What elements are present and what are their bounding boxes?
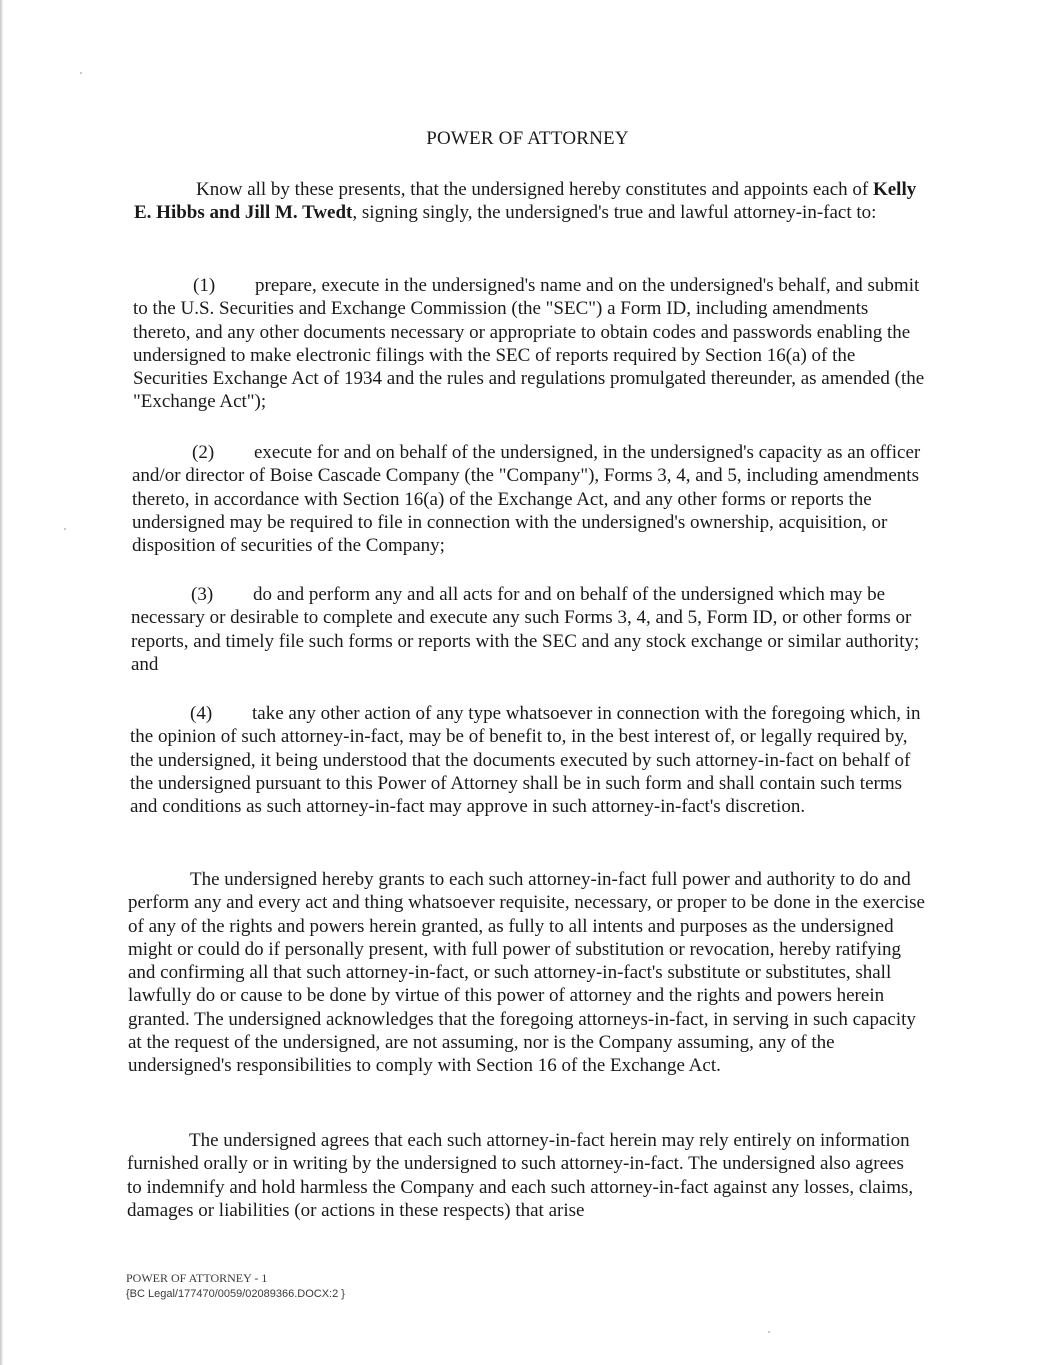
item-text: do and perform any and all acts for and on behalf of the undersigned which may be necessary or desirable to complete and execute any such Forms 3, 4, and 5, Form ID, or other forms or reports, and timely file such forms or reports with the SEC and any stock exchange or similar authority; and [131,584,920,675]
grant-paragraph: The undersigned hereby grants to each such attorney-in-fact full power and authority to do and perform any and every act and thing whatsoever requisite, necessary, or proper to be done in the exercise of any of the rights and powers herein granted, as fully to all intents and purposes as the undersigned might or could do if personally present, with full power of substitution or revocation, hereby ratifying and confirming all that such attorney-in-fact, or such attorney-in-fact's substitute or substitutes, shall lawfully do or cause to be done by virtue of this power of attorney and the rights and powers herein granted. The undersigned acknowledges that the foregoing attorneys-in-fact, in serving in such capacity at the request of the undersigned, are not assuming, nor is the Company assuming, any of the undersigned's responsibilities to comply with Section 16 of the Exchange Act. [128,869,925,1077]
item-text: take any other action of any type whatsoever in connection with the foregoing which, in the opinion of such attorney-in-fact, may be of benefit to, in the best interest of, or legally required by, the undersigned, it being understood that the documents executed by such attorney-in-fact on behalf of the undersigned pursuant to this Power of Attorney shall be in such form and shall contain such terms and conditions as such attorney-in-fact may approve in such attorney-in-fact's discretion. [130,703,921,818]
scan-speck [80,72,82,74]
intro-rest: , signing singly, the undersigned's true and lawful attorney-in-fact to: [352,202,877,224]
indemnity-paragraph: The undersigned agrees that each such attorney-in-fact herein may rely entirely on information furnished orally or in writing by the undersigned to such attorney-in-fact. The undersigned also agrees to indemnify and hold harmless the Company and each such attorney-in-fact against any losses, claims, damages or liabilities (or actions in these respects) that arise [127,1130,914,1221]
item-number: (1) [193,275,216,296]
list-item [130,702,930,818]
item-number: (4) [190,703,213,724]
item-text: execute for and on behalf of the undersigned, in the undersigned's capacity as an officer and/or director of Boise Cascade Company (the "Company"), Forms 3, 4, and 5, including amendments thereto, in accordance with Section 16(a) of the Exchange Act, and any other forms or reports the undersigned may be required to file in connection with the undersigned's ownership, acquisition, or disposition of securities of the Company; [132,442,921,557]
item-text: prepare, execute in the undersigned's name and on the undersigned's behalf, and submit to the U.S. Securities and Exchange Commission (the "SEC") a Form ID, including amendments thereto, and any other documents necessary or appropriate to obtain codes and passwords enabling the undersigned to make electronic filings with the SEC of reports required by Section 16(a) of the Securities Exchange Act of 1934 and the rules and regulations promulgated thereunder, as amended (the "Exchange Act"); [133,275,925,413]
intro-paragraph [134,178,934,225]
attorney-names: Kelly E. Hibbs and Jill M. Twedt [134,179,917,224]
item-number: (2) [192,442,215,463]
intro-lead: Know all by these presents, that the undersigned hereby constitutes and appoints each of [196,179,869,200]
scan-speck [768,1331,770,1333]
footer-page-label: POWER OF ATTORNEY - 1 [126,1271,268,1285]
document-title: POWER OF ATTORNEY [426,128,629,149]
list-item [133,274,928,414]
footer-doc-ref: {BC Legal/177470/0059/02089366.DOCX:2 } [126,1288,345,1300]
list-item [131,583,926,676]
page-footer [126,1270,345,1302]
list-item [132,441,927,557]
scanned-page-edge [0,0,3,1365]
item-number: (3) [191,584,214,605]
scan-speck [64,528,66,530]
